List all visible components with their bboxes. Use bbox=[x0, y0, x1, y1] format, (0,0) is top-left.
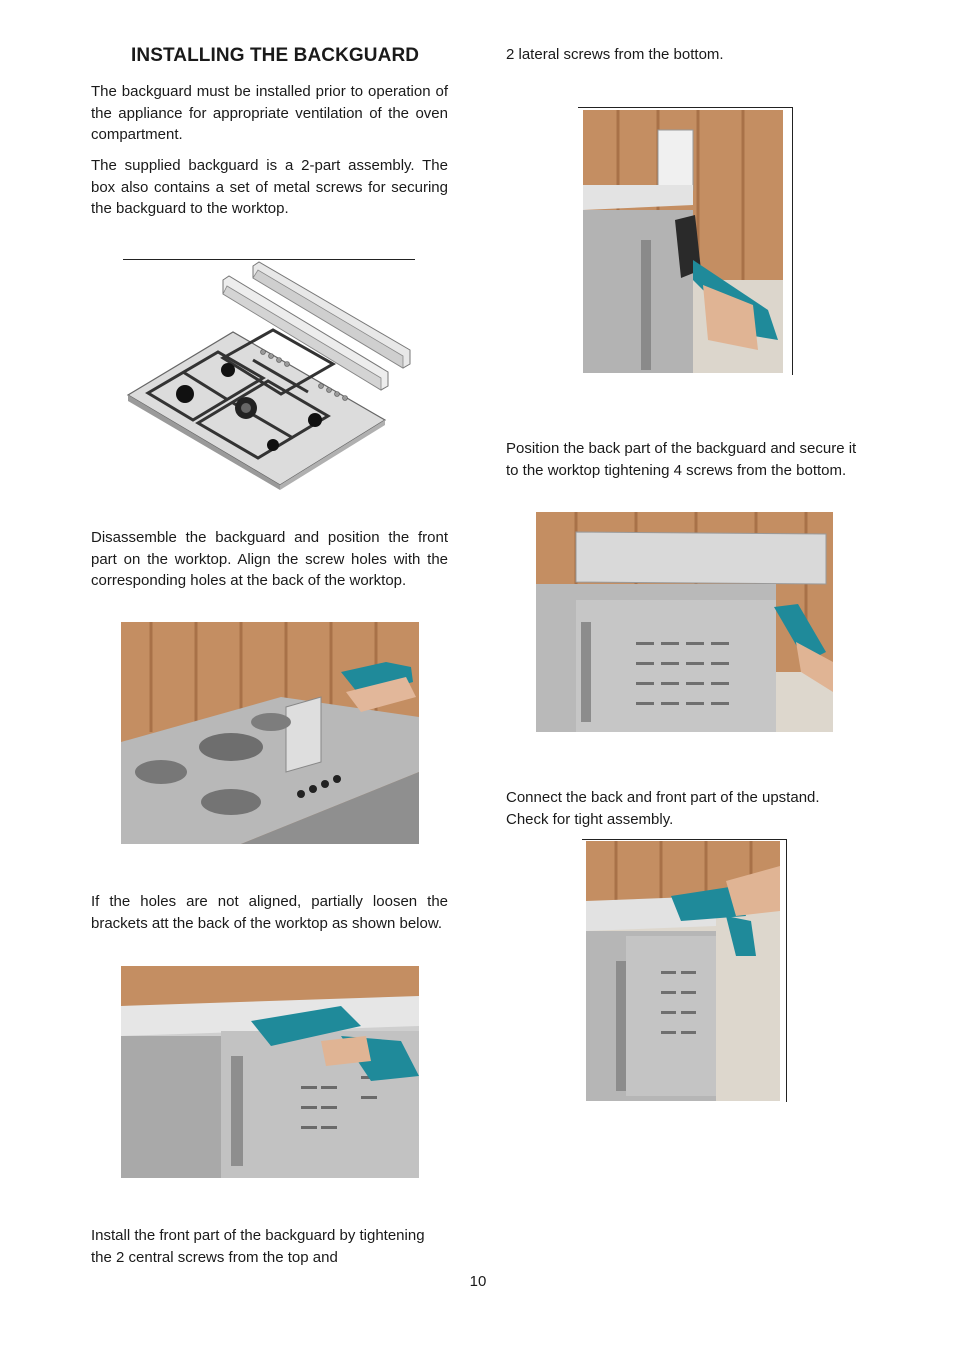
paragraph-assembly: The supplied backguard is a 2-part assembly. The box also contains a set of metal screws for securing the backguard to the worktop. bbox=[91, 157, 448, 218]
photo-frame-top bbox=[578, 107, 793, 108]
paragraph-lateral-screws: 2 lateral screws from the bottom. bbox=[506, 46, 724, 63]
photo-connect-upstand bbox=[586, 841, 780, 1101]
paragraph-back-part: Position the back part of the backguard and secure it to the worktop tightening 4 screws from the bottom. bbox=[506, 440, 857, 479]
photo-frame-right-2 bbox=[786, 839, 787, 1102]
photo-frame-right bbox=[792, 107, 793, 375]
backguard-diagram bbox=[123, 260, 415, 490]
photo-back-part bbox=[536, 512, 833, 732]
photo-lateral-screws bbox=[583, 110, 783, 373]
paragraph-connect-upstand: Connect the back and front part of the upstand. Check for tight assembly. bbox=[506, 789, 820, 828]
paragraph-install-front: Install the front part of the backguard by tightening the 2 central screws from the top and bbox=[91, 1227, 425, 1266]
photo-positioning-front-part bbox=[121, 622, 419, 844]
photo-frame-top-2 bbox=[582, 839, 787, 840]
paragraph-disassemble: Disassemble the backguard and position the front part on the worktop. Align the screw holes with the corresponding holes at the back of the worktop. bbox=[91, 529, 448, 590]
paragraph-loosen-brackets: If the holes are not aligned, partially loosen the brackets att the back of the worktop as shown below. bbox=[91, 893, 448, 932]
page-number: 10 bbox=[469, 1273, 487, 1290]
photo-loosen-brackets bbox=[121, 966, 419, 1178]
paragraph-intro: The backguard must be installed prior to operation of the appliance for appropriate ventilation of the oven compartment. bbox=[91, 83, 448, 144]
page-title: INSTALLING THE BACKGUARD bbox=[131, 45, 420, 66]
